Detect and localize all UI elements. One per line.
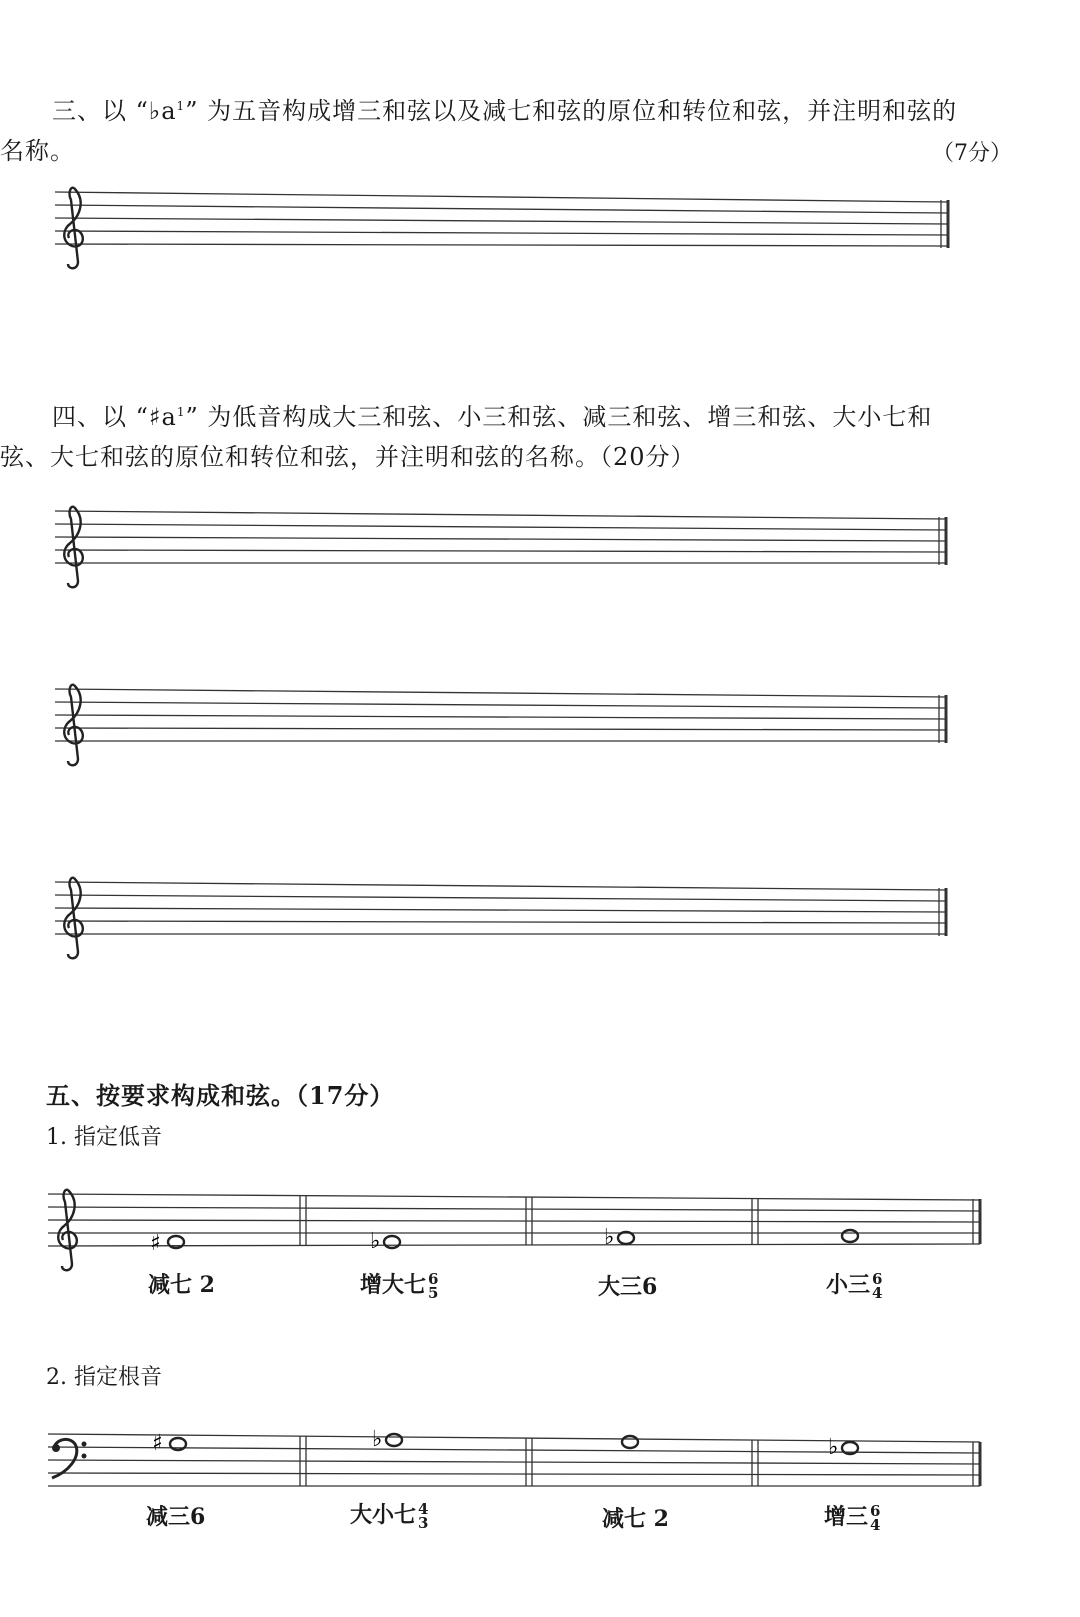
treble-clef-icon bbox=[64, 878, 83, 959]
q3-line1-b: ” 为五音构成增三和弦以及减七和弦的原位和转位和弦，并注明和弦的 bbox=[185, 97, 958, 125]
flat-sign: ♭ bbox=[148, 97, 162, 125]
figured-bass-2: 6 5 bbox=[428, 1270, 439, 1302]
chord-label-5: 减三6 bbox=[146, 1504, 206, 1530]
q4-note: a bbox=[161, 403, 177, 431]
sharp-sign: ♯ bbox=[148, 403, 162, 431]
q3-points: （7分） bbox=[932, 141, 1012, 166]
whole-note-4 bbox=[842, 1230, 858, 1242]
q3-note: a bbox=[161, 97, 177, 125]
whole-note-6 bbox=[386, 1434, 402, 1446]
q3-line2: 名称。 bbox=[0, 137, 75, 165]
whole-note-7 bbox=[622, 1436, 638, 1448]
chord-label-2: 增大七 6 5 bbox=[360, 1270, 439, 1302]
figured-bass-8: 6 4 bbox=[870, 1502, 881, 1534]
staff-q5-part2 bbox=[0, 1420, 1080, 1510]
treble-clef-icon bbox=[64, 188, 83, 269]
note-accidental-1: ♯ bbox=[150, 1231, 161, 1256]
q4-octave: 1 bbox=[176, 405, 186, 419]
note-accidental-3: ♭ bbox=[604, 1225, 615, 1250]
q4-line1-b: ” 为低音构成大三和弦、小三和弦、减三和弦、增三和弦、大小七和 bbox=[185, 403, 933, 431]
note-accidental-8: ♭ bbox=[828, 1435, 839, 1460]
question-3-text bbox=[0, 86, 1060, 171]
q3-line1-a: 三、以 “ bbox=[52, 97, 149, 125]
note-accidental-6: ♭ bbox=[372, 1427, 383, 1452]
staff-q5-part1 bbox=[0, 1180, 1080, 1270]
question-4-text bbox=[0, 392, 1060, 477]
q5-part1-title: 1. 指定低音 bbox=[46, 1125, 162, 1150]
treble-clef-icon bbox=[64, 685, 83, 766]
staff-q4-3 bbox=[0, 868, 1080, 958]
chord-label-8: 增三 6 4 bbox=[824, 1502, 881, 1534]
question-5-title bbox=[0, 1076, 1060, 1116]
q3-octave: 1 bbox=[176, 99, 186, 113]
staff-q3 bbox=[0, 180, 1080, 270]
staff-q4-2 bbox=[0, 675, 1080, 765]
q5-part2-title: 2. 指定根音 bbox=[46, 1365, 162, 1390]
note-accidental-5: ♯ bbox=[152, 1431, 163, 1456]
note-accidental-2: ♭ bbox=[370, 1229, 381, 1254]
figured-bass-4: 6 4 bbox=[872, 1270, 883, 1302]
bass-clef-icon bbox=[52, 1439, 87, 1478]
staff-q4-1 bbox=[0, 497, 1080, 587]
q4-line1-a: 四、以 “ bbox=[52, 403, 149, 431]
q5-title: 五、按要求构成和弦。（17分） bbox=[46, 1081, 395, 1110]
chord-label-4: 小三 6 4 bbox=[826, 1270, 883, 1302]
q4-line2: 弦、大七和弦的原位和转位和弦，并注明和弦的名称。（20分） bbox=[0, 443, 696, 471]
chord-label-3: 大三6 bbox=[598, 1274, 658, 1300]
chord-label-1: 减七 2 bbox=[148, 1272, 215, 1298]
whole-note-2 bbox=[384, 1236, 400, 1248]
figured-bass-6: 4 3 bbox=[418, 1500, 429, 1532]
whole-note-3 bbox=[618, 1232, 634, 1244]
chord-label-6: 大小七 4 3 bbox=[350, 1500, 429, 1532]
chord-label-7: 减七 2 bbox=[602, 1506, 669, 1532]
treble-clef-icon bbox=[64, 507, 83, 588]
treble-clef-icon bbox=[58, 1190, 77, 1271]
